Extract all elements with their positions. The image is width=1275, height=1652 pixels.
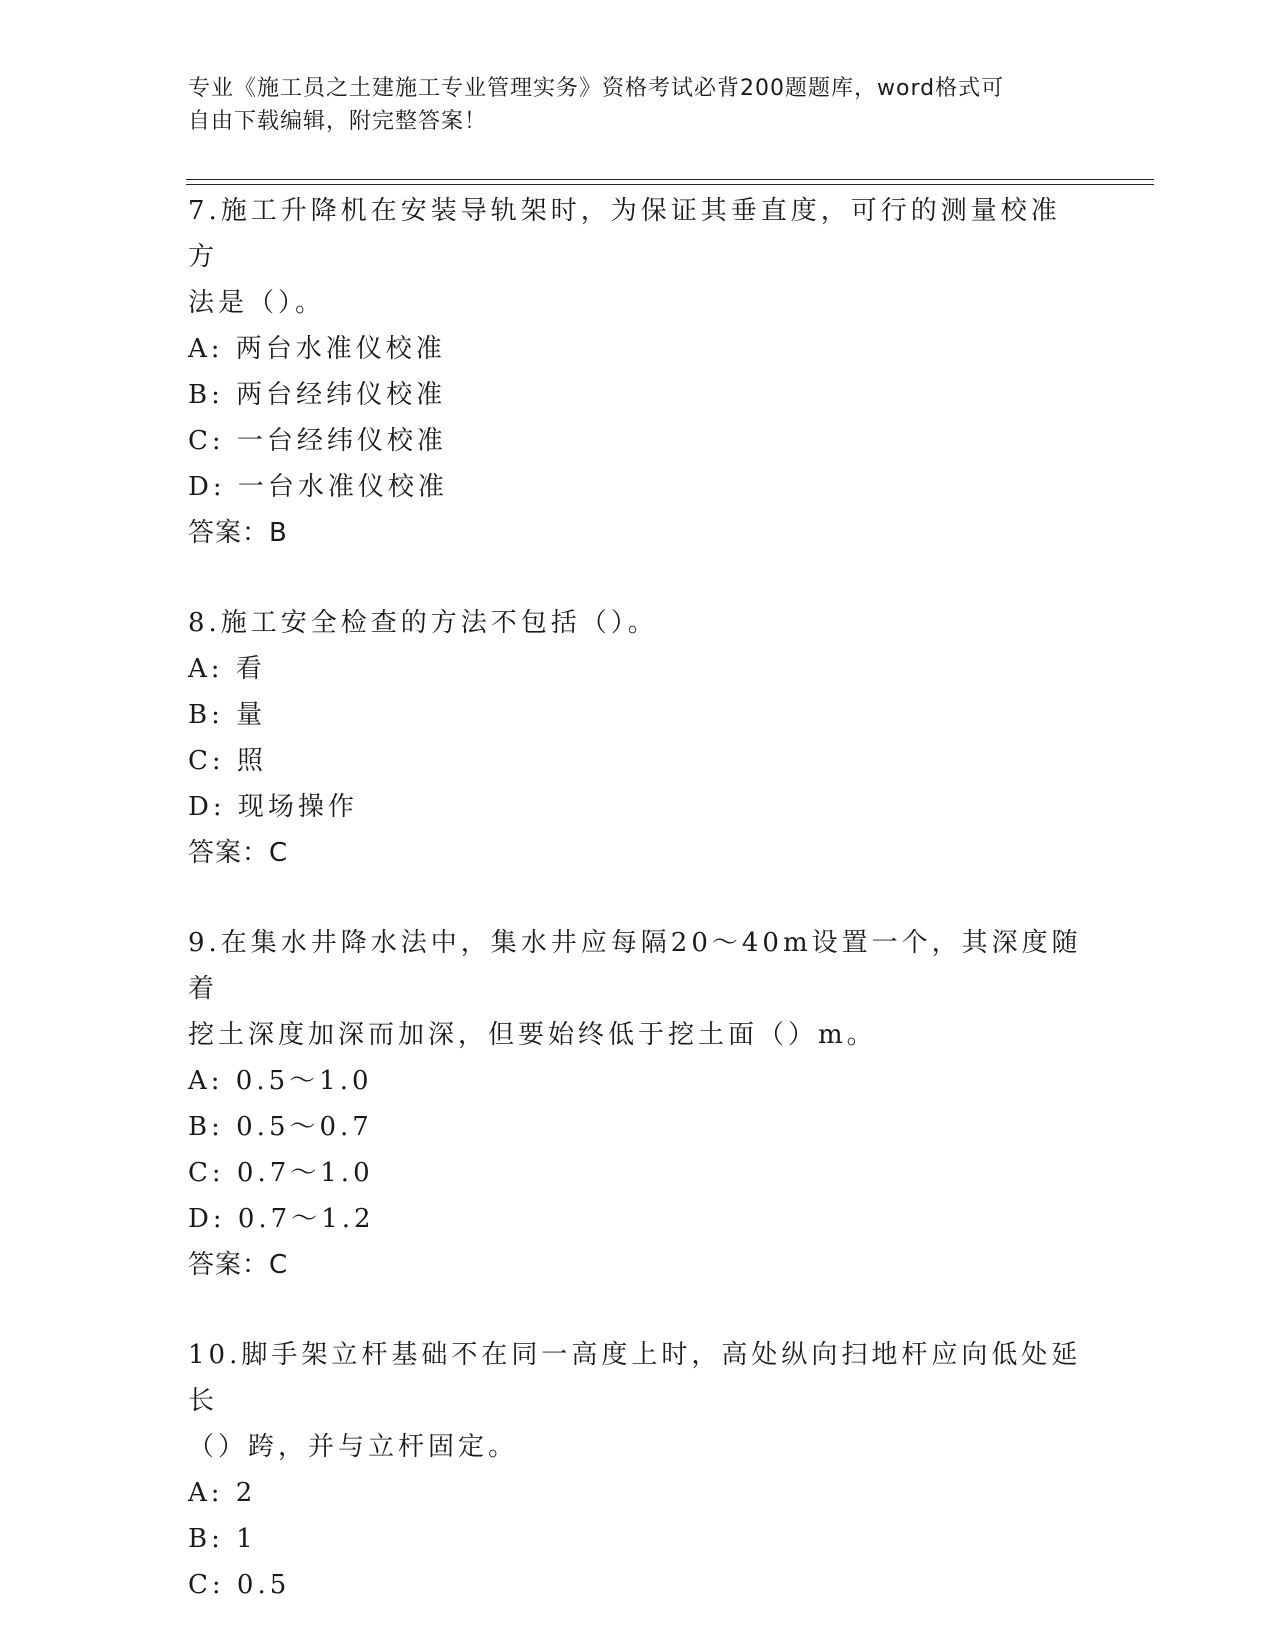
option-c: C: 0.7～1.0 — [188, 1158, 374, 1188]
answer-line: 答案：C — [188, 1250, 289, 1280]
question-10 — [188, 1332, 1088, 1608]
option-b: B: 0.5～0.7 — [188, 1112, 373, 1142]
question-stem-line: 7.施工升降机在安装导轨架时，为保证其垂直度，可行的测量校准方 — [188, 196, 1061, 272]
question-stem-line: 8.施工安全检查的方法不包括（）。 — [188, 608, 658, 638]
option-b: B: 1 — [188, 1524, 257, 1554]
question-8 — [188, 600, 1088, 876]
option-a: A: 看 — [188, 654, 266, 684]
option-d: D: 现场操作 — [188, 792, 358, 822]
header-line-1: 专业《施工员之土建施工专业管理实务》资格考试必背200题题库，word格式可 — [188, 76, 1005, 101]
header-line-2: 自由下载编辑，附完整答案！ — [188, 109, 488, 134]
answer-line: 答案：C — [188, 838, 289, 868]
option-d: D: 0.7～1.2 — [188, 1204, 375, 1234]
option-b: B: 两台经纬仪校准 — [188, 380, 447, 410]
option-a: A: 两台水准仪校准 — [188, 334, 446, 364]
question-7 — [188, 188, 1088, 556]
question-stem-line: 法是（）。 — [188, 288, 326, 318]
question-stem-line: 10.脚手架立杆基础不在同一高度上时，高处纵向扫地杆应向低处延长 — [188, 1340, 1082, 1416]
question-list — [188, 188, 1088, 1652]
header-divider-bottom — [186, 184, 1154, 185]
option-b: B: 量 — [188, 700, 267, 730]
option-d: D: 一台水准仪校准 — [188, 472, 448, 502]
question-9 — [188, 920, 1088, 1288]
header-divider-top — [186, 179, 1154, 180]
answer-line: 答案：B — [188, 518, 288, 548]
option-c: C: 照 — [188, 746, 267, 776]
question-stem-line: 挖土深度加深而加深，但要始终低于挖土面（）m。 — [188, 1020, 877, 1050]
question-stem-line: 9.在集水井降水法中，集水井应每隔20～40m设置一个，其深度随着 — [188, 928, 1082, 1004]
option-c: C: 一台经纬仪校准 — [188, 426, 447, 456]
question-stem-line: （）跨，并与立杆固定。 — [188, 1432, 519, 1462]
option-a: A: 0.5～1.0 — [188, 1066, 373, 1096]
option-a: A: 2 — [188, 1478, 257, 1508]
document-header — [188, 72, 1068, 138]
option-c: C: 0.5 — [188, 1570, 291, 1600]
